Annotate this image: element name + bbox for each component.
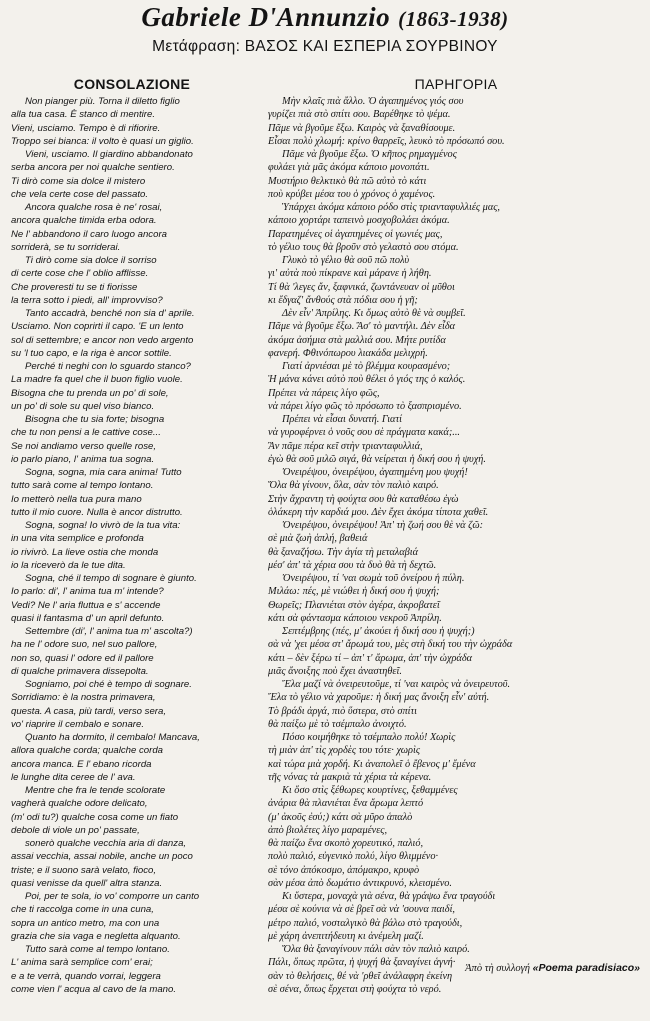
poem-line: Sogna, sogna! Io vivrò de la tua vita:	[25, 520, 181, 531]
poem-line: ancora qualche timida erba odora.	[11, 215, 157, 227]
poem-line: La madre fa quel che il buon figlio vuole.	[11, 374, 183, 386]
poem-line: Τί θὰ 'λεγες ἄν, ξαφνικά, ζωντάνευαν οἱ μῦθοι	[268, 281, 455, 293]
poem-line: Ne l' abbandono il caro luogo ancora	[11, 228, 167, 240]
poem-line: Ὅλα θὰ ξαναγίνουν πάλι σὰν τὸν παλιὸ καιρό.	[282, 944, 470, 955]
poem-line: Vieni, usciamo. Tempo è di rifiorire.	[11, 122, 161, 134]
poem-line: sol di settembre; e ancor non vedo argento	[11, 334, 194, 346]
poem-line: L' anima sarà semplice com' erai;	[11, 957, 153, 969]
poem-line: io rivivrò. La lieve ostia che monda	[11, 546, 159, 558]
source-prefix: Ἀπὸ τὴ συλλογή	[465, 963, 530, 974]
poem-line: Ὅλα θὰ γίνουν, ὅλα, σὰν τὸν παλιὸ καιρό.	[268, 480, 439, 492]
poem-line: assai vecchia, assai nobile, anche un poco	[11, 851, 193, 863]
poem-line: Τὸ βράδι ἀργά, πιὸ ὕστερα, στὸ σπίτι	[268, 705, 418, 717]
poem-line: debole di viole un po' passate,	[11, 824, 140, 836]
poem-line: τὸ γέλιο τους θὰ βροῦν στὸ γελαστὸ σου στόμα.	[268, 241, 459, 253]
poem-line: su 'l tuo capo, e la riga è ancor sottile.	[11, 347, 172, 359]
poem-line: Ὀνειρέψου, ὀνειρέψου, ἀγαπημένη μου ψυχή!	[282, 467, 468, 478]
poem-line: Io metterò nella tua pura mano	[11, 493, 142, 505]
poem-line: τὴ μιὰν ἀπ' τὶς χορδὲς του τότε· χωρὶς	[268, 745, 421, 757]
poem-line: γυρίζει πιὰ στὸ σπίτι σου. Βαρέθηκε τὸ ψέμα.	[268, 109, 451, 121]
poem-line: Sorridiamo: è la nostra primavera,	[11, 692, 156, 704]
poem-line: le lunghe dita ceree de l' ava.	[11, 771, 136, 783]
poem-line: sonerò qualche vecchia aria di danza,	[25, 838, 187, 849]
poem-line: questa. A casa, più tardi, verso sera,	[11, 705, 166, 717]
poem-line: allora qualche corda; qualche corda	[11, 745, 164, 757]
poem-line: Vieni, usciamo. Il giardino abbandonato	[25, 149, 193, 160]
poem-line: θὰ ξαναζήσω. Τὴν ἁγία τὴ μεταλαβιά	[268, 546, 419, 558]
translation-credit: Μετάφραση: ΒΑΣΟΣ ΚΑΙ ΕΣΠΕΡΙΑ ΣΟΥΡΒΙΝΟΥ	[152, 38, 498, 55]
poem-line: Perché ti neghi con lo sguardo stanco?	[25, 361, 191, 372]
poem-line: Se noi andiamo verso quelle rose,	[11, 440, 157, 452]
poem-line: quasi venisse da quell' altra stanza.	[11, 877, 163, 889]
poem-line: Ancora qualche rosa è ne' rosai,	[25, 202, 163, 213]
poem-line: Στὴν ἄχραντη τὴ φούχτα σου θὰ καταθέσω ἐγὼ	[268, 493, 459, 505]
poem-line: νὰ γυροφέρνει ὁ νοῦς σου σὲ πράγματα κακά;...	[268, 427, 460, 439]
poem-line: (m' odi tu?) qualche cosa come un fiato	[11, 811, 179, 823]
poem-line: Ti dirò come sia dolce il sorriso	[25, 255, 157, 266]
poem-line: tutto sarà come al tempo lontano.	[11, 480, 154, 492]
poem-line: la terra sotto i piedi, all' improvviso?	[11, 294, 163, 306]
poem-line: Πόσο κοιμήθηκε τὸ τσέμπαλο πολύ! Χωρὶς	[282, 732, 456, 743]
poem-line: κάτι – δὲν ξέρω τί – ἀπ' τ' ἄρωμα, ἀπ' τὴν ὠχράδα	[268, 652, 473, 664]
poem-line: (μ' ἀκοῦς ἐσύ;) κάτι σὰ μῦρο ἁπαλὸ	[268, 811, 413, 823]
poem-line: Πρέπει νὰ πάρεις λίγο φῶς,	[268, 387, 380, 399]
poem-line: Troppo sei bianca: il volto è quasi un giglio.	[11, 135, 194, 147]
poem-line: Io parlo: di', l' anima tua m' intende?	[11, 586, 164, 598]
poem-line: Πᾶμε νὰ βγοῦμε ἔξω. Ὁ κῆπος ρημαγμένος	[282, 149, 457, 160]
poem-line: Ἔλα μαζί νὰ ὀνειρευτοῦμε, τί 'ναι καιρὸς νὰ ὀνειρευτοῦ.	[282, 679, 511, 690]
poem-line: alla tua casa. È stanco di mentire.	[11, 109, 155, 121]
poem-line: Ὀνειρέψου, τί 'ναι σωμὰ τοῦ ὀνείρου ἡ πύλη.	[282, 573, 465, 584]
poem-line: Bisogna che tu prenda un po' di sole,	[11, 387, 169, 399]
poem-line: Παρατημένες οἱ ἀγαπημένες οἱ γωνιές μας,	[268, 228, 443, 240]
poem-line: Ἡ μάνα κάνει αὐτὸ ποὺ θέλει ὁ γιός της ὁ καλός.	[268, 374, 466, 386]
poem-line: sorriderà, se tu sorriderai.	[11, 241, 121, 253]
poem-line: σὲ τόνο ἀπόκοσμο, ἀπόμακρο, κρυφὸ	[268, 864, 420, 876]
page-header	[0, 0, 650, 57]
poem-line: φανερή. Φθινόπωρου λιακάδα μελιχρή.	[268, 347, 428, 359]
poem-line: un po' di sole su quel viso bianco.	[11, 400, 155, 412]
poem-line: θὰ παίξω μὲ τὸ τσέμπαλο ἀνοιχτό.	[268, 718, 407, 730]
poem-line: Θωρεῖς; Πλανιέται στὸν ἀγέρα, ἀκροβατεῖ	[268, 599, 440, 611]
poem-line: καὶ τώρα μιὰ χορδή. Κι ἀναπολεῖ ὁ ἔβενος μ' ἔμένα	[268, 758, 476, 770]
poem-line: Πᾶμε νὰ βγοῦμε ἔξω. Καιρὸς νὰ ξαναθίσουμε.	[268, 122, 456, 134]
poem-line: Vedi? Ne l' aria fluttua e s' accende	[11, 599, 161, 611]
poem-line: σὲ σένα, ὅπως ἔρχεται στὴ φούχτα τὸ νερό.	[268, 983, 442, 995]
poem-line: Πᾶμε νὰ βγοῦμε ἔξω. Ἄσ' τὸ μαντήλι. Δὲν εἶδα	[268, 321, 456, 333]
poem-line: Ti dirò come sia dolce il mistero	[11, 175, 146, 187]
poem-line: ancora manca. E l' ebano ricorda	[11, 758, 152, 770]
poem-line: θὰ παίζω ἕνα σκοπὸ χορευτικό, παλιό,	[268, 838, 424, 849]
poem-line: νὰ πάρει λίγο φῶς τὸ πρόσωπο τὸ ξασπρισμένο.	[268, 400, 462, 412]
poem-line: Tutto sarà come al tempo lontano.	[25, 944, 170, 955]
poem-line: κάτι σὰ φάντασμα κάποιου νεκροῦ Ἀπρίλη.	[268, 612, 442, 624]
poem-line: σὰ νὰ 'χει μέσα στ' ἄρωμά του, μὲς στὴ δική του τὴν ὠχράδα	[268, 639, 513, 651]
poem-line: Γλυκὸ τὸ γέλιο θὰ σοῦ πῶ πολὺ	[282, 255, 410, 266]
poem-line: di qualche primavera dissepolta.	[11, 665, 149, 677]
poem-line: di certe cose che l' oblio afflisse.	[11, 268, 149, 280]
italian-poem-lines	[11, 95, 253, 996]
poem-line: che tu non pensi a le cattive cose...	[11, 427, 161, 439]
poem-line: Sogniamo, poi ché è tempo di sognare.	[25, 679, 192, 690]
poem-line: ποὺ κρύβει μέσα του ὁ χρόνος ὁ χαμένος.	[268, 188, 436, 200]
poem-line: μέτρο παλιό, νοσταλγικὸ θὰ βάλω στὸ τραγούδι,	[268, 917, 463, 929]
poem-line: non so, quasi l' odore ed il pallore	[11, 652, 154, 664]
poem-line: io parlo piano, l' anima tua sogna.	[11, 453, 155, 465]
poem-line: ἀκόμα ἀσήμια στὰ μαλλιά σου. Μήτε ρυτίδα	[268, 334, 446, 346]
greek-poem	[268, 76, 644, 996]
poem-line: σὰν μέσα ἀπὸ δωμάτιο ἀντικρυνό, κλεισμένο.	[268, 877, 453, 889]
poem-line: κάποιο χορτάρι ταπεινὸ μοσχοβολάει ἀκόμα.	[268, 215, 450, 227]
poem-line: πολὺ παλιό, εὐγενικὸ πολύ, λίγο θλιμμένο·	[268, 851, 439, 863]
poem-line: tutto il mio cuore. Nulla è ancor distrutto.	[11, 506, 183, 518]
page-title	[0, 2, 650, 34]
poem-line: μὲ χάρη ἀνεπιτήδευτη κι ἀνέμελη μαζί.	[268, 930, 424, 942]
poem-line: Σεπτέμβρης (πές, μ' ἀκούει ἡ δική σου ἡ ψυχή;)	[282, 626, 475, 637]
poem-line: in una vita semplice e profonda	[11, 533, 144, 545]
poem-line: ἐγὼ θὰ σοῦ μιλῶ σιγά, θὰ νείρεται ἡ δική σου ἡ ψυχή.	[268, 453, 486, 465]
poem-line: grazia che sia vaga e negletta alquanto.	[11, 930, 181, 942]
poem-line: come vien l' acqua al cavo de la mano.	[11, 983, 177, 995]
author-dates: (1863-1938)	[398, 7, 509, 31]
poem-line: Ὑπάρχει ἀκόμα κάποιο ρόδο στὶς τριανταφυλλιές μας,	[282, 202, 501, 213]
poem-line: Mentre che fra le tende scolorate	[25, 785, 166, 796]
poem-line: Μὴν κλαῖς πιὰ ἄλλο. Ὁ ἀγαπημένος γιός σου	[282, 96, 464, 107]
poem-line: io la riceverò da le tue dita.	[11, 559, 126, 571]
poem-line: triste; e il suono sarà velato, fioco,	[11, 864, 157, 876]
poem-line: e a te verrà, quando vorrai, leggera	[11, 970, 161, 982]
poem-line: vo' riaprire il cembalo e sonare.	[11, 718, 145, 730]
poem-line: che vela certe cose del passato.	[11, 188, 149, 200]
source-collection-title: «Poema paradisiaco»	[532, 962, 640, 974]
poem-line: Quanto ha dormito, il cembalo! Mancava,	[25, 732, 200, 743]
poem-line: Ἂν πᾶμε πέρα κεῖ στὴν τριανταφυλλιά,	[268, 440, 423, 452]
greek-poem-title: ΠΑΡΗΓΟΡΙΑ	[414, 76, 498, 92]
poem-line: Non pianger più. Torna il diletto figlio	[25, 96, 180, 107]
poem-line: σὰν τὸ θελήσεις, θέ νὰ 'ρθεῖ ἀνάλαφρη ἐκείνη	[268, 970, 453, 982]
poem-line: serba ancora per noi qualche sentiero.	[11, 162, 175, 174]
poem-line: γι' αὐτὰ ποὺ πίκρανε καὶ μάρανε ἡ λήθη.	[268, 268, 432, 280]
poem-line: Μυστήριο θελκτικὸ θὰ πῶ αὐτὸ τὸ κάτι	[268, 175, 427, 187]
poem-line: μέσ' ἀπ' τὰ χέρια σου τὰ δυὸ θὰ τὴ δεχτῶ.	[268, 559, 437, 571]
poem-line: Μιλάω: πές, μὲ νιώθει ἡ δική σου ἡ ψυχή;	[268, 586, 440, 598]
poem-line: κι ἔδγαζ' ἄνθούς στὰ πόδια σου ἡ γῆ;	[268, 294, 418, 306]
poem-line: Settembre (di', l' anima tua m' ascolta?)	[25, 626, 193, 637]
poem-line: Sogna, ché il tempo di sognare è giunto.	[25, 573, 197, 584]
source-note	[465, 962, 640, 974]
poem-line: ha ne l' odore suo, nel suo pallore,	[11, 639, 158, 651]
poem-line: Poi, per te sola, io vo' comporre un canto	[25, 891, 200, 902]
poem-line: Πάλι, ὅπως πρῶτα, ἡ ψυχή θὰ ξαναγίνει ἁγνή·	[268, 957, 456, 969]
poem-line: Sogna, sogna, mia cara anima! Tutto	[25, 467, 182, 478]
poem-line: quasi il fantasma d' un april defunto.	[11, 612, 165, 624]
italian-poem-title: CONSOLAZIONE	[73, 76, 191, 92]
poem-line: ἀνάρια θὰ πλανιέται ἕνα ἄρωμα λεπτό	[268, 798, 424, 810]
poem-line: Πρέπει νὰ εἶσαι δυνατή. Γιατί	[282, 414, 403, 425]
poem-line: φυλάει γιὰ μᾶς ἀκόμα κάποιο μονοπάτι.	[268, 162, 430, 174]
poem-line: μιᾶς ἄνοιξης ποὺ ἔχει ἀναστηθεῖ.	[268, 665, 402, 677]
poem-line: Εἶσαι πολὺ χλωμή: κρίνο θαρρεῖς, λευκὸ τὸ πρόσωπό σου.	[268, 135, 505, 147]
poem-line: σὲ μιὰ ζωὴ ἁπλή, βαθειά	[268, 533, 368, 545]
poem-line: Ἔλα τὸ γέλιο νὰ χαροῦμε: ἡ δική μας ἄνοιξη εἶν' αὐτή.	[268, 692, 490, 704]
poem-line: Γιατί ἀρνιέσαι μὲ τὸ βλέμμα κουρασμένο;	[282, 361, 451, 372]
poem-line: che ti raccolga come in una cuna,	[11, 904, 154, 916]
poem-line: sopra un antico metro, ma con una	[11, 917, 160, 929]
poem-line: ἀπὸ βιολέτες λίγο μαραμένες,	[268, 824, 388, 836]
poem-line: Usciamo. Non coprirti il capo. 'E un lento	[11, 321, 184, 333]
poem-line: μέσα σὲ κούνια νὰ σὲ βρεῖ σὰ νὰ 'σουνα παιδί,	[268, 904, 455, 916]
poem-line: Κι ὕστερα, μοναχὰ γιὰ σένα, θὰ γράψω ἕνα τραγούδι	[282, 891, 496, 902]
poem-line: vagherà qualche odore delicato,	[11, 798, 148, 810]
poem-line: Ὀνειρέψου, ὀνειρέψου! Ἀπ' τὴ ζωή σου θὲ νὰ ζῶ:	[282, 520, 484, 531]
poem-line: Bisogna che tu sia forte; bisogna	[25, 414, 165, 425]
poem-line: Δὲν εἶν' Ἀπρίλης. Κι ὅμως αὐτὸ θὲ νὰ συμβεῖ.	[282, 308, 466, 319]
greek-poem-lines	[268, 95, 644, 996]
poem-line: Κι ὅσο στὶς ξέθωρες κουρτίνες, ξεθαμμένες	[282, 785, 458, 796]
poem-line: τῆς νόνας τὰ μακριὰ τὰ χέρια τὰ κέρενα.	[268, 771, 432, 783]
poem-line: Tanto accadrà, benché non sia d' aprile.	[25, 308, 195, 319]
poem-line: ὁλάκερη τὴν καρδιά μου. Δὲν ἔχει ἀκόμα τίποτα χαθεῖ.	[268, 506, 489, 518]
italian-poem	[11, 76, 253, 996]
poem-line: Che proveresti tu se ti fiorisse	[11, 281, 138, 293]
author-name: Gabriele D'Annunzio	[141, 2, 391, 32]
